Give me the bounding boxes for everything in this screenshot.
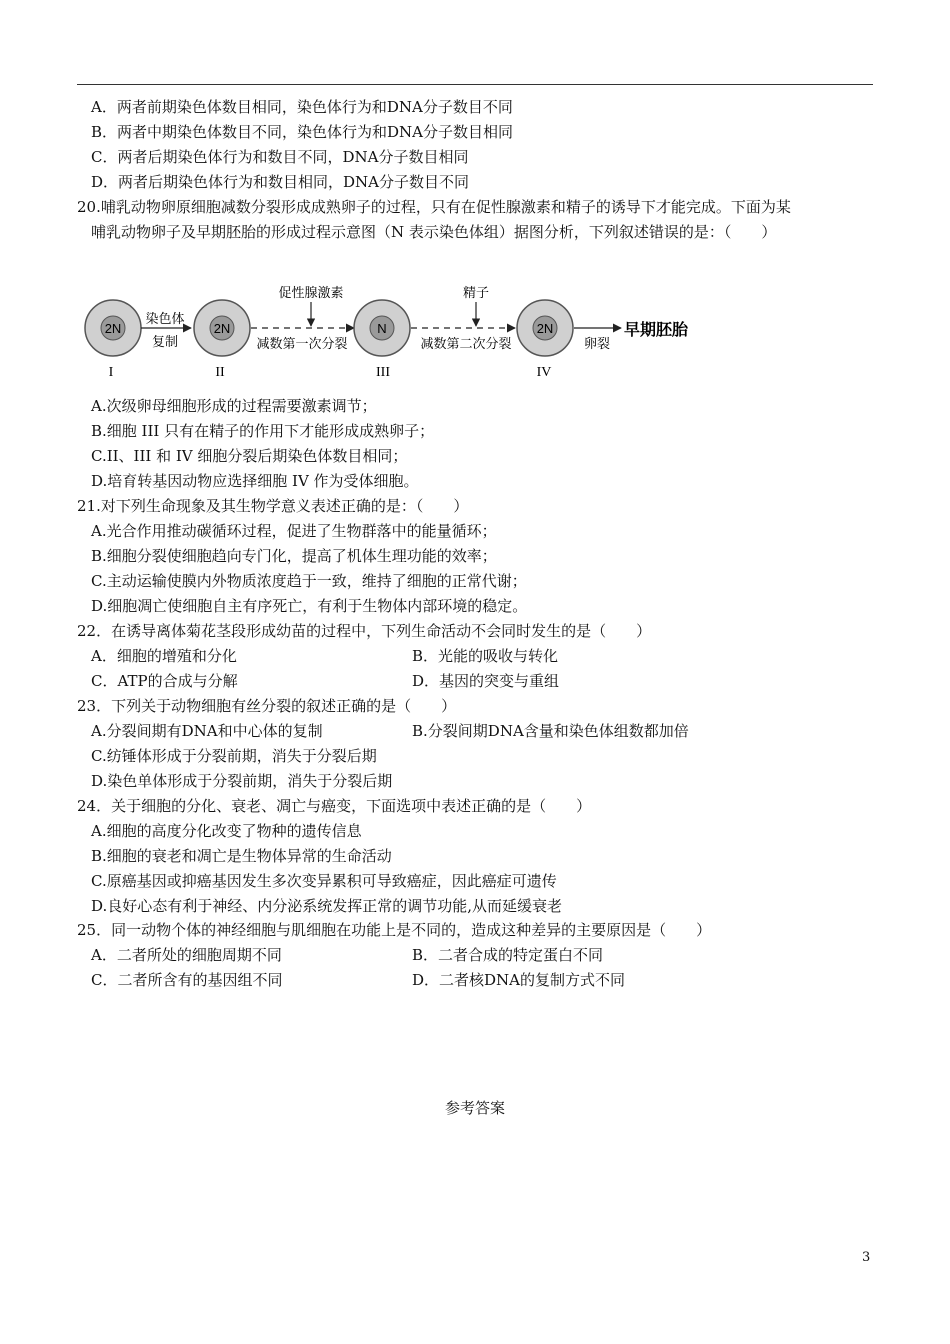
q25-stem: 25．同一动物个体的神经细胞与肌细胞在功能上是不同的，造成这种差异的主要原因是（ ） <box>77 921 712 939</box>
sperm-label: 精子 <box>462 286 490 301</box>
q24-option-b: B.细胞的衰老和凋亡是生物体异常的生命活动 <box>91 847 392 865</box>
q20-stem-line1: 20.哺乳动物卵原细胞减数分裂形成成熟卵子的过程，只有在促性腺激素和精子的诱导下才能完成。下面为某 <box>77 198 791 216</box>
q20-stem-line2: 哺乳动物卵子及早期胚胎的形成过程示意图（N 表示染色体组）据图分析，下列叙述错误的是：（ ） <box>91 223 777 241</box>
page-number: 3 <box>862 1250 871 1265</box>
result-label: 早期胚胎 <box>624 320 689 339</box>
q19-option-b: B．两者中期染色体数目不同，染色体行为和DNA分子数目相同 <box>91 123 514 141</box>
q25-option-a: A．二者所处的细胞周期不同 <box>91 946 282 964</box>
cell-2 <box>194 300 250 380</box>
q21-option-c: C.主动运输使膜内外物质浓度趋于一致，维持了细胞的正常代谢； <box>91 572 527 590</box>
q23-option-c: C.纺锤体形成于分裂前期，消失于分裂后期 <box>91 747 377 765</box>
q23-stem: 23．下列关于动物细胞有丝分裂的叙述正确的是（ ） <box>77 697 457 715</box>
q22-stem: 22．在诱导离体菊花茎段形成幼苗的过程中，下列生命活动不会同时发生的是（ ） <box>77 622 652 640</box>
q20-option-d: D.培育转基因动物应选择细胞 IV 作为受体细胞。 <box>91 472 419 490</box>
cell-1-label: 2N <box>104 321 122 336</box>
cell-3 <box>354 300 410 380</box>
q24-option-c: C.原癌基因或抑癌基因发生多次变异累积可导致癌症，因此癌症可遗传 <box>91 872 557 890</box>
q23-option-b: B.分裂间期DNA含量和染色体组数都加倍 <box>412 722 689 740</box>
arrow1-top-label: 染色体 <box>145 312 185 327</box>
q25-option-c: C．二者所含有的基因组不同 <box>91 971 283 989</box>
q21-option-b: B.细胞分裂使细胞趋向专门化，提高了机体生理功能的效率； <box>91 547 497 565</box>
q25-option-b: B．二者合成的特定蛋白不同 <box>412 946 604 964</box>
arrow3-bottom-label: 减数第二次分裂 <box>420 337 512 352</box>
q21-option-d: D.细胞凋亡使细胞自主有序死亡，有利于生物体内部环境的稳定。 <box>91 597 528 615</box>
q23-option-d: D.染色单体形成于分裂前期，消失于分裂后期 <box>91 772 393 790</box>
oogenesis-diagram <box>78 280 718 390</box>
cell-4-roman: IV <box>536 365 552 380</box>
cell-2-roman: II <box>215 365 225 380</box>
q22-option-d: D．基因的突变与重组 <box>412 672 560 690</box>
header-rule <box>77 84 873 85</box>
cell-3-label: N <box>377 321 387 336</box>
cell-1 <box>85 300 141 380</box>
q21-option-a: A.光合作用推动碳循环过程，促进了生物群落中的能量循环； <box>91 522 497 540</box>
q22-option-c: C．ATP的合成与分解 <box>91 672 238 690</box>
q19-option-a: A．两者前期染色体数目相同，染色体行为和DNA分子数目不同 <box>91 98 513 116</box>
q22-option-b: B．光能的吸收与转化 <box>412 647 559 665</box>
cell-4-label: 2N <box>536 321 554 336</box>
q19-option-c: C．两者后期染色体行为和数目不同，DNA分子数目相同 <box>91 148 469 166</box>
arrow2-bottom-label: 减数第一次分裂 <box>256 337 348 352</box>
q23-option-a: A.分裂间期有DNA和中心体的复制 <box>91 722 323 740</box>
arrow1-bottom-label: 复制 <box>151 335 179 350</box>
q20-option-a: A.次级卵母细胞形成的过程需要激素调节； <box>91 397 377 415</box>
q19-option-d: D．两者后期染色体行为和数目相同，DNA分子数目不同 <box>91 173 470 191</box>
cell-4 <box>517 300 573 380</box>
cell-3-roman: III <box>376 365 390 380</box>
q20-option-b: B.细胞 III 只有在精子的作用下才能形成成熟卵子； <box>91 422 435 440</box>
answer-section-title: 参考答案 <box>444 1099 505 1117</box>
q21-stem: 21.对下列生命现象及其生物学意义表述正确的是：（ ） <box>77 497 469 515</box>
q24-stem: 24．关于细胞的分化、衰老、凋亡与癌变，下面选项中表述正确的是（ ） <box>77 797 592 815</box>
cell-2-label: 2N <box>213 321 231 336</box>
cell-1-roman: I <box>108 365 114 380</box>
q20-option-c: C.II、III 和 IV 细胞分裂后期染色体数目相同； <box>91 447 408 465</box>
hormone-label: 促性腺激素 <box>278 286 344 301</box>
q24-option-a: A.细胞的高度分化改变了物种的遗传信息 <box>91 822 362 840</box>
q25-option-d: D．二者核DNA的复制方式不同 <box>412 971 626 989</box>
arrow4-bottom-label: 卵裂 <box>583 337 611 352</box>
q24-option-d: D.良好心态有利于神经、内分泌系统发挥正常的调节功能,从而延缓衰老 <box>91 897 563 915</box>
q22-option-a: A．细胞的增殖和分化 <box>91 647 237 665</box>
